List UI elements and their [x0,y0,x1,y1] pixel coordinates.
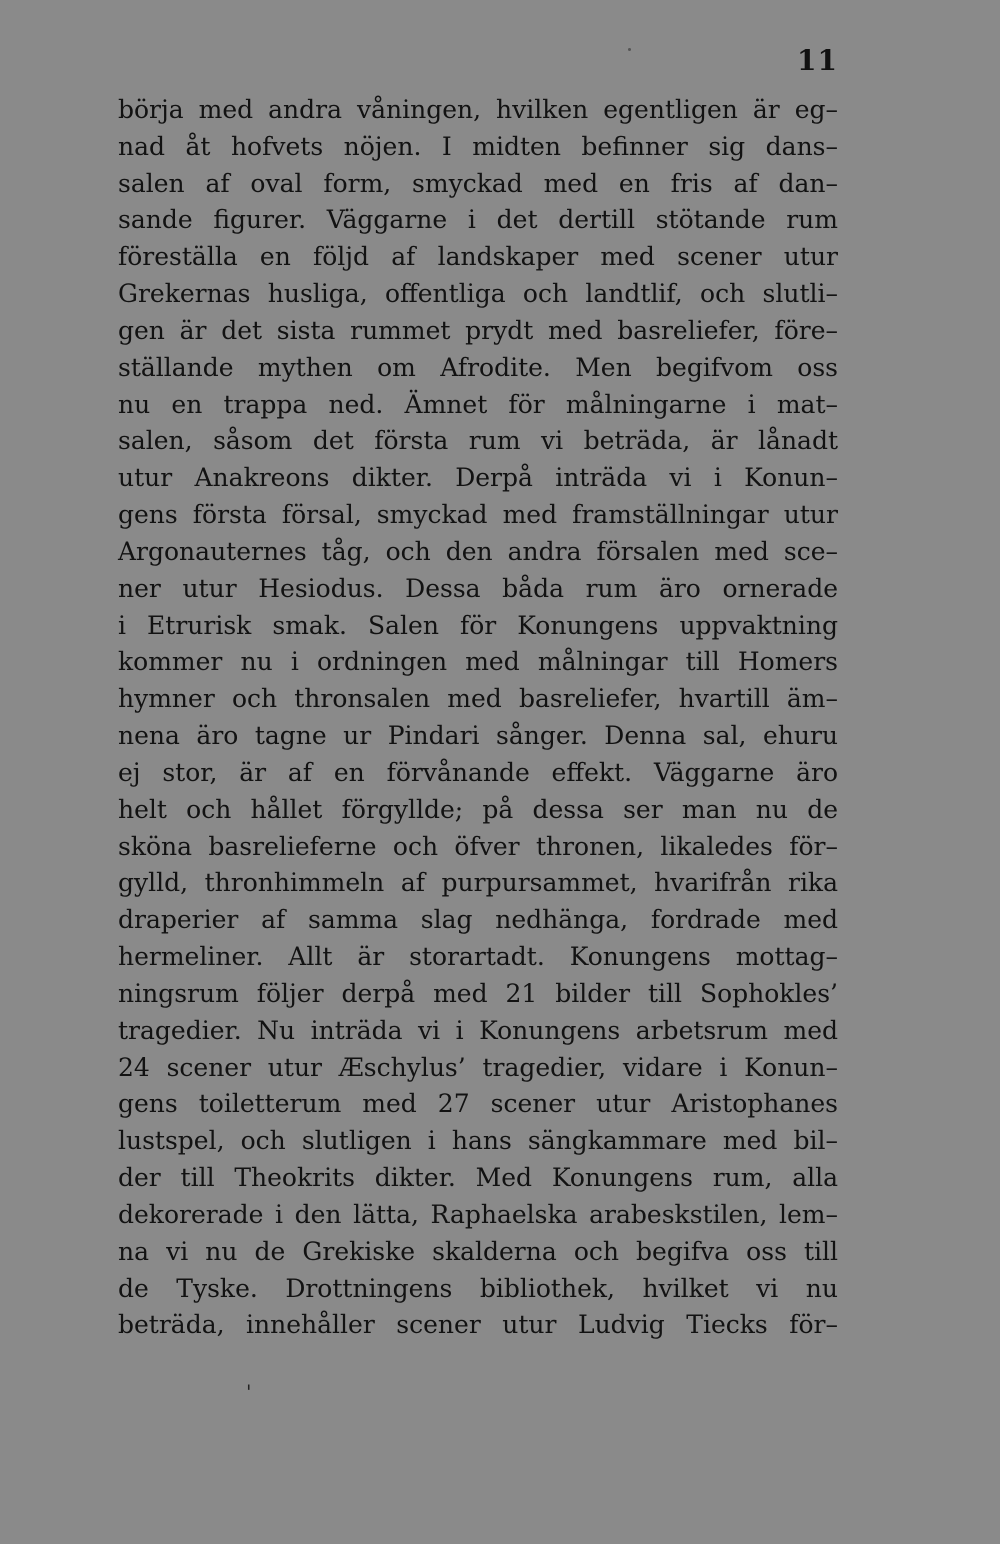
text-line: utur Anakreons dikter. Derpå inträda vi i Konun– [118,463,838,493]
text-line: börja med andra våningen, hvilken egentligen är eg– [118,95,838,124]
text-line: i Etrurisk smak. Salen för Konungens uppvaktning [118,610,838,640]
body-text [118,92,838,1344]
text-line: kommer nu i ordningen med målningar till Homers [118,647,838,677]
text-line: 24 scener utur Æschylus’ tragedier, vidare i Konun– [118,1052,838,1082]
text-line: Argonauternes tåg, och den andra försalen med sce– [118,536,838,566]
text-line: nena äro tagne ur Pindari sånger. Denna sal, ehuru [118,721,838,751]
text-line: draperier af samma slag nedhänga, fordrade med [118,905,838,935]
text-line: Grekernas husliga, offentliga och landtlif, och slutli– [118,279,838,309]
text-line: salen af oval form, smyckad med en fris af dan– [118,168,838,198]
page-number: 11 [797,44,838,77]
text-line: beträda, innehåller scener utur Ludvig Tiecks för– [118,1310,838,1340]
text-line: lustspel, och slutligen i hans sängkammare med bil– [118,1126,838,1156]
text-line: helt och hållet förgyllde; på dessa ser man nu de [118,794,838,824]
text-line: der till Theokrits dikter. Med Konungens rum, alla [118,1163,838,1193]
text-line: ej stor, är af en förvånande effekt. Väggarne äro [118,757,838,787]
text-line: tragedier. Nu inträda vi i Konungens arbetsrum med [118,1015,838,1045]
text-line: hymner och thronsalen med basreliefer, hvartill äm– [118,684,838,714]
text-line: ner utur Hesiodus. Dessa båda rum äro ornerade [118,573,838,603]
text-line: gens första försal, smyckad med framställningar utur [118,500,838,530]
text-line: ningsrum följer derpå med 21 bilder till Sophokles’ [118,978,838,1008]
text-line: nad åt hofvets nöjen. I midten befinner sig dans– [118,131,838,161]
stray-mark: ' [246,1380,252,1404]
text-line: de Tyske. Drottningens bibliothek, hvilket vi nu [118,1273,838,1303]
text-line: gylld, thronhimmeln af purpursammet, hvarifrån rika [118,868,838,898]
text-line: sande figurer. Väggarne i det dertill stötande rum [118,205,838,235]
text-line: na vi nu de Grekiske skalderna och begifva oss till [118,1236,838,1266]
text-line: gens toiletterum med 27 scener utur Aristophanes [118,1089,838,1119]
text-line: föreställa en följd af landskaper med scener utur [118,242,838,272]
text-line: hermeliner. Allt är storartadt. Konungens mottag– [118,942,838,972]
text-line: dekorerade i den lätta, Raphaelska arabeskstilen, lem– [118,1199,838,1229]
print-speck [628,48,631,51]
text-line: ställande mythen om Afrodite. Men begifvom oss [118,352,838,382]
text-line: sköna basrelieferne och öfver thronen, likaledes för– [118,831,838,861]
text-line: nu en trappa ned. Ämnet för målningarne i mat– [118,389,838,419]
text-line: salen, såsom det första rum vi beträda, är lånadt [118,426,838,456]
text-line: gen är det sista rummet prydt med basreliefer, före– [118,315,838,345]
